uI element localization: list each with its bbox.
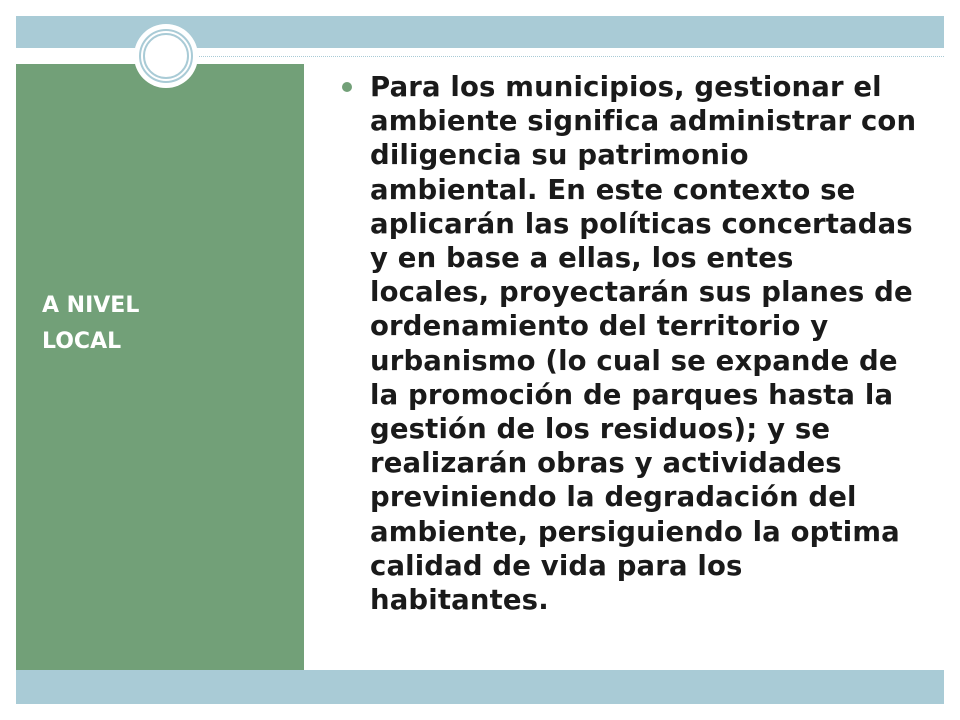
bottom-band — [16, 670, 944, 704]
bullet-item — [340, 70, 920, 617]
circle-badge-icon — [134, 24, 198, 88]
bullet-list — [340, 70, 920, 617]
title-panel — [16, 64, 304, 670]
bullet-dot-icon — [342, 82, 352, 92]
section-title: A NIVEL LOCAL — [42, 293, 140, 354]
divider-line — [190, 56, 944, 57]
badge-inner-ring — [143, 33, 189, 79]
bullet-text: Para los municipios, gestionar el ambiente significa administrar con diligencia su patrimonio ambiental. En este contexto se aplicarán las políticas concertadas y en base a ellas, los entes locales, proyectarán sus planes de ordenamiento del territorio y urbanismo (lo cual se expande de la promoción de parques hasta la gestión de los residuos); y se realizarán obras y actividades previniendo la degradación del ambiente, persiguiendo la optima calidad de vida para los habitantes. — [370, 71, 917, 617]
